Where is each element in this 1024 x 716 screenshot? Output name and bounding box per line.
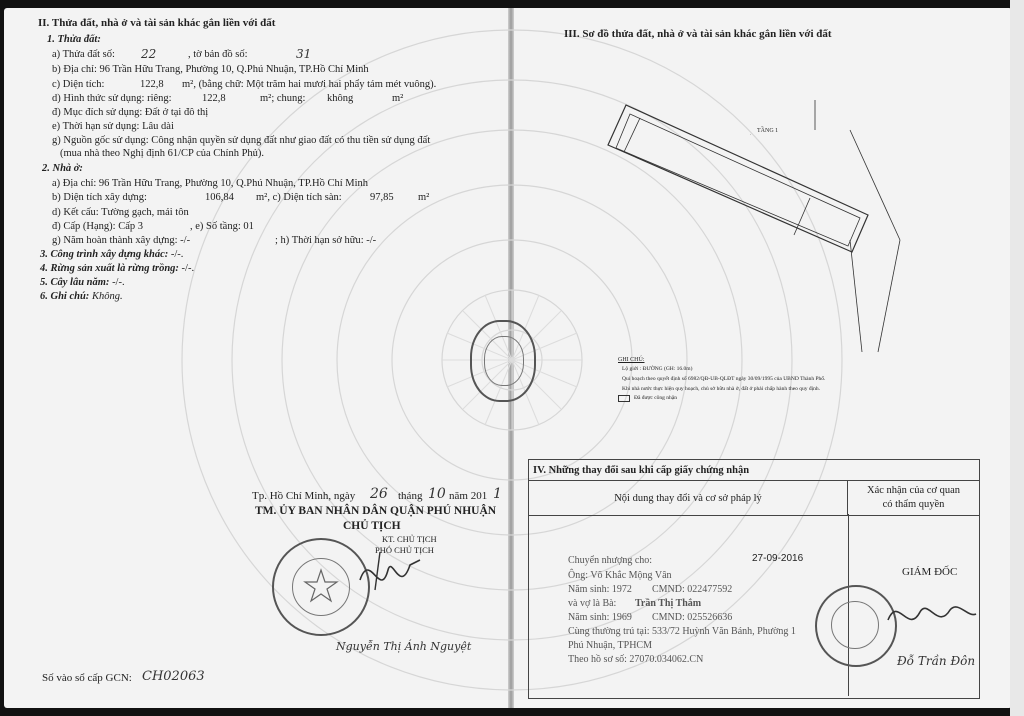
issue-year-end: 1 [493, 486, 502, 502]
director-signature [880, 590, 980, 640]
use-purpose: đ) Mục đích sử dụng: Đất ở tại đô thị [52, 107, 209, 118]
owner1-birth: Năm sinh: 1972 [568, 584, 632, 595]
build-area-label: b) Diện tích xây dựng: [52, 192, 147, 203]
issue-month: 10 [428, 486, 446, 502]
issue-day: 26 [370, 486, 388, 502]
changes-col-confirm [848, 481, 980, 516]
use-private: 122,8 [202, 93, 226, 104]
parcel-address: b) Địa chỉ: 96 Trần Hữu Trang, Phường 10, Q.Phú Nhuận, TP.Hồ Chí Minh [52, 64, 369, 75]
area-words: m², (bằng chữ: Một trăm hai mươi hai phẩy tám mét vuông). [182, 79, 437, 90]
director-title: GIÁM ĐỐC [902, 566, 958, 578]
issue-date-prefix: Tp. Hồ Chí Minh, ngày [252, 490, 356, 502]
perennial-value: -/-. [112, 277, 125, 288]
chairman-signature [350, 540, 430, 610]
owner1-id: CMND: 022477592 [652, 584, 733, 595]
other-works-value: -/-. [170, 249, 184, 260]
legend-decision: Qui hoạch theo quyết định số 6982/QĐ-UB-QLĐT ngày 30/09/1995 của UBND Thành Phố. [622, 376, 826, 382]
use-common: không [327, 93, 354, 104]
kt-chairman: KT. CHỦ TỊCH [382, 534, 437, 544]
chairman-title: CHỦ TỊCH [343, 520, 401, 532]
confirm-line1: Xác nhận của cơ quan [866, 485, 960, 497]
owner1-name: Ông: Võ Khắc Mộng Vân [568, 570, 672, 581]
officer-name: Đỗ Trần Đôn [897, 654, 976, 668]
forest-label: 4. Rừng sản xuất là rừng trồng: [40, 263, 179, 274]
use-term: e) Thời hạn sử dụng: Lâu dài [52, 121, 174, 132]
use-unit: m² [392, 93, 404, 104]
area-value: 122,8 [140, 79, 164, 90]
registration-label: Số vào sổ cấp GCN: [42, 672, 132, 684]
registration-no: CH02063 [142, 669, 205, 684]
transfer-label: Chuyển nhượng cho: [568, 555, 653, 566]
floor-area-unit: m² [418, 192, 430, 203]
floor-label-text: . [750, 131, 752, 137]
legend-planning-note: Khi nhà nước thực hiện quy hoạch, chủ sở hữu nhà ở, đất ở phải chấp hành theo quy định. [622, 386, 821, 392]
change-date: 27-09-2016 [752, 553, 804, 564]
owner2-name: Trần Thị Thắm [635, 598, 702, 609]
address-line2: Phú Nhuận, TPHCM [568, 640, 652, 651]
use-origin-note: (mua nhà theo Nghị định 61/CP của Chính Phủ). [60, 148, 265, 159]
map-no-label: , tờ bản đồ số: [188, 49, 248, 60]
map-no: 31 [296, 47, 312, 61]
legend-boundary: Lộ giới : ĐƯỜNG (GH: 16.0m) [622, 366, 693, 372]
changes-title: IV. Những thay đổi sau khi cấp giấy chứng nhận [529, 460, 980, 481]
area-label: c) Diện tích: [52, 79, 105, 90]
floor-area-label: m², c) Diện tích sàn: [256, 192, 342, 203]
changes-col-content: Nội dung thay đổi và cơ sở pháp lý [529, 481, 848, 516]
note-value: Không. [91, 291, 123, 302]
use-common-label: m²; chung: [260, 93, 306, 104]
build-area: 106,84 [205, 192, 234, 203]
floor-label: TẦNG 1 [757, 128, 779, 134]
parcel-heading: 1. Thửa đất: [47, 34, 101, 45]
completion-year: g) Năm hoàn thành xây dựng: -/- [52, 235, 191, 246]
owner2-id: CMND: 025526636 [652, 612, 733, 623]
floors: , e) Số tầng: 01 [190, 221, 254, 232]
other-works-label: 3. Công trình xây dựng khác: [40, 249, 169, 260]
use-form-label: d) Hình thức sử dụng: riêng: [52, 93, 172, 104]
structure: d) Kết cấu: Tường gạch, mái tôn [52, 207, 189, 218]
confirm-line2: có thẩm quyền [882, 499, 945, 510]
parcel-no: 22 [141, 47, 157, 61]
forest-value: -/-. [181, 263, 195, 274]
owner2-birth: Năm sinh: 1969 [568, 612, 632, 623]
note-label: 6. Ghi chú: [40, 291, 90, 302]
house-heading: 2. Nhà ở: [42, 163, 83, 174]
perennial-label: 5. Cây lâu năm: [40, 277, 110, 288]
center-seal-stamp [470, 320, 536, 402]
parcel-no-label: a) Thửa đất số: [52, 49, 115, 60]
section-iii-title: III. Sơ đồ thửa đất, nhà ở và tài sản khác gắn liền với đất [564, 28, 832, 40]
use-origin: g) Nguồn gốc sử dụng: Công nhận quyền sử dụng đất như giao đất có thu tiền sử dụng đất [52, 135, 431, 146]
committee-title: TM. ỦY BAN NHÂN DÂN QUẬN PHÚ NHUẬN [255, 505, 497, 517]
file-number: Theo hồ sơ số: 27070.034062.CN [568, 654, 704, 665]
grade: đ) Cấp (Hạng): Cấp 3 [52, 221, 143, 232]
legend-recognized: Đã được công nhận [634, 395, 678, 401]
wife-label: và vợ là Bà: [568, 598, 617, 609]
section-ii-title: II. Thửa đất, nhà ở và tài sản khác gắn liền với đất [38, 17, 276, 29]
vice-chairman: PHÓ CHỦ TỊCH [375, 545, 434, 555]
address-line1: Cùng thường trú tại: 533/72 Huỳnh Văn Bánh, Phường 1 [568, 626, 796, 637]
legend-title: GHI CHÚ: [618, 357, 645, 363]
issue-year-label: năm 201 [449, 490, 488, 502]
floor-area: 97,85 [370, 192, 394, 203]
signer-name: Nguyễn Thị Ánh Nguyệt [336, 640, 472, 653]
house-address: a) Địa chỉ: 96 Trần Hữu Trang, Phường 10, Q.Phú Nhuận, TP.Hồ Chí Minh [52, 178, 369, 189]
ownership-term: ; h) Thời hạn sở hữu: -/- [275, 235, 377, 246]
legend-swatch [618, 395, 630, 402]
issue-month-label: tháng [398, 490, 423, 502]
